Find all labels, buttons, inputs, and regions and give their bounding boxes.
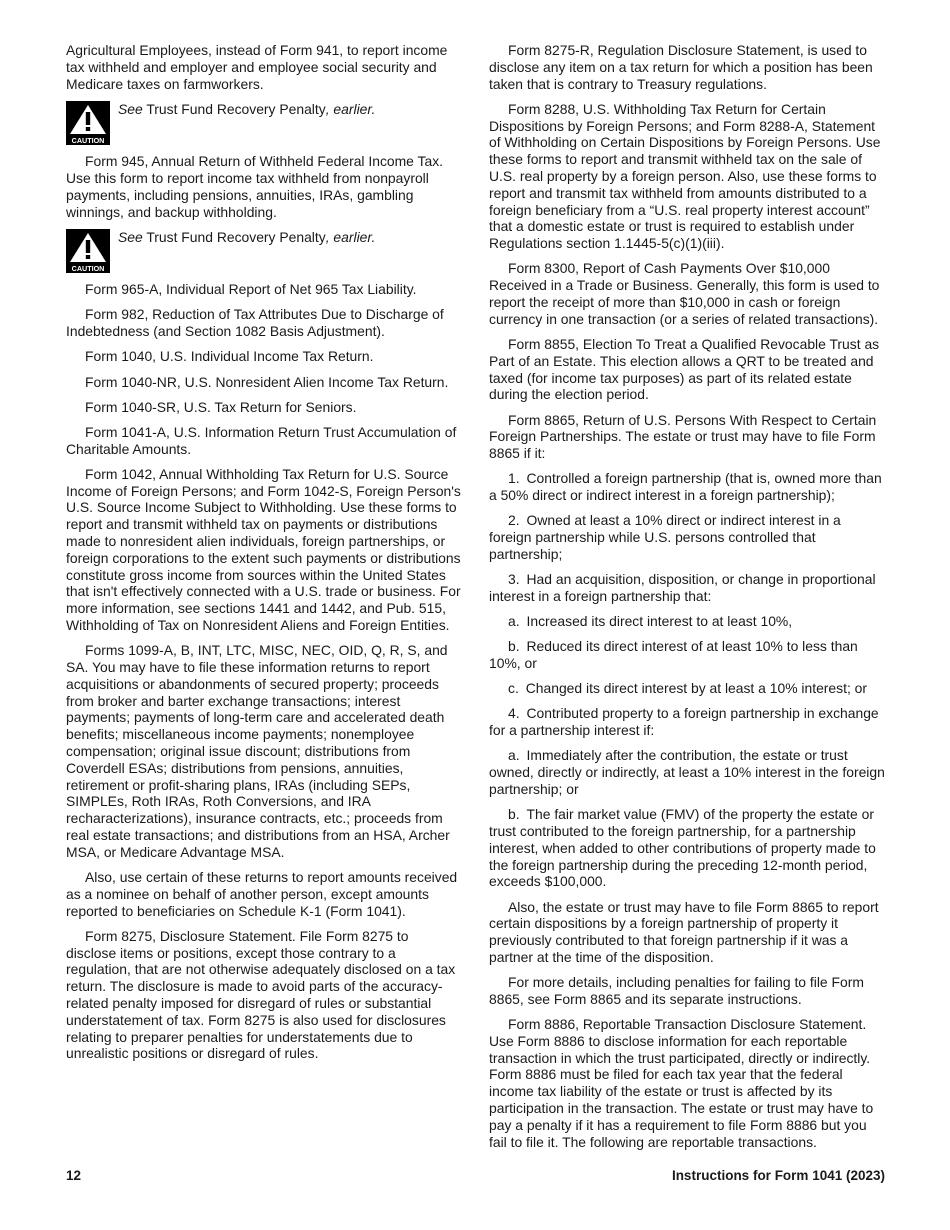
paragraph-form-945: Form 945, Annual Return of Withheld Federal Income Tax. Use this form to report income tax withheld from nonpayroll payments, including pensions, annuities, IRAs, gambling winnings, and backup withholding. <box>66 153 443 220</box>
list-item: a. Immediately after the contribution, the estate or trust owned, directly or indirectly, at least a 10% interest in the foreign partnership; or <box>489 747 885 797</box>
left-column <box>66 42 462 1071</box>
paragraph-form-8300: Form 8300, Report of Cash Payments Over $10,000 Received in a Trade or Business. Generally, this form is used to report the receipt of more than $10,000 in cash or foreign currency in one transaction (or a series of related transactions). <box>489 260 880 327</box>
list-item: 4. Contributed property to a foreign partnership in exchange for a partnership interest if: <box>489 705 879 739</box>
paragraph-forms-1099: Forms 1099-A, B, INT, LTC, MISC, NEC, OID, Q, R, S, and SA. You may have to file these information returns to report acquisitions or abandonments of secured property; proceeds from broker and barter exchange transactions; interest payments; payments of long-term care and accelerated death benefits; miscellaneous income payments; nonemployee compensation; original issue discount; distributions from Coverdell ESAs; distributions from pensions, annuities, retirement or profit-sharing plans, IRAs (including SEPs, SIMPLEs, Roth IRAs, Roth Conversions, and IRA recharacterizations), insurance contracts, etc.; proceeds from real estate transactions; and distributions from an HSA, Archer MSA, or Medicare Advantage MSA. <box>66 642 450 860</box>
paragraph-form-8275: Form 8275, Disclosure Statement. File Form 8275 to disclose items or positions, except those contrary to a regulation, that are not otherwise adequately disclosed on a tax return. The disclosure is made to avoid parts of the accuracy-related penalty imposed for disregard of rules or substantial understatement of tax. Form 8275 is also used for disclosures relating to preparer penalties for understatements due to unrealistic positions or disregard of rules. <box>66 927 456 1062</box>
paragraph-form-8886: Form 8886, Reportable Transaction Disclosure Statement. Use Form 8886 to disclose information for each reportable transaction in which the trust participated, directly or indirectly. Form 8886 must be filed for each tax year that the federal income tax liability of the estate or trust is affected by its participation in the transaction. The estate or trust may have to pay a penalty if it has a requirement to file Form 8886 but you fail to file it. The following are reportable transactions. <box>489 1016 874 1150</box>
paragraph-also-8865: Also, the estate or trust may have to file Form 8865 to report certain dispositions by a foreign partnership of property it previously contributed to that foreign partnership if it was a partner at the time of the disposition. <box>489 898 879 965</box>
caution-earlier: earlier. <box>329 100 376 117</box>
caution-text <box>118 229 375 246</box>
paragraph-form-8855: Form 8855, Election To Treat a Qualified Revocable Trust as Part of an Estate. This election allows a QRT to be treated and taxed (for income tax purposes) as part of its related estate during the election period. <box>489 335 880 403</box>
paragraph-form-1040nr: Form 1040-NR, U.S. Nonresident Alien Income Tax Return. <box>85 373 449 390</box>
caution-icon <box>66 101 110 145</box>
paragraph-agricultural: Agricultural Employees, instead of Form 941, to report income tax withheld and employer and employee social security and Medicare taxes on farmworkers. <box>66 42 448 92</box>
caution-comma: , <box>325 100 330 117</box>
list-item: a. Increased its direct interest to at least 10%, <box>508 613 793 630</box>
page-number: 12 <box>66 1168 82 1183</box>
paragraph-form-965a: Form 965-A, Individual Report of Net 965 Tax Liability. <box>85 281 417 298</box>
caution-text <box>118 101 375 118</box>
caution-earlier: earlier. <box>329 228 376 245</box>
paragraph-form-1040: Form 1040, U.S. Individual Income Tax Return. <box>85 348 374 365</box>
list-item: c. Changed its direct interest by at least a 10% interest; or <box>508 680 868 697</box>
caution-label: CAUTION <box>71 263 105 273</box>
footer-title: Instructions for Form 1041 (2023) <box>671 1168 885 1183</box>
caution-note <box>66 101 462 145</box>
paragraph-form-8275r: Form 8275-R, Regulation Disclosure Statement, is used to disclose any item on a tax return for which a position has been taken that is contrary to Treasury regulations. <box>489 42 873 92</box>
caution-label: CAUTION <box>71 135 105 145</box>
caution-icon <box>66 229 110 273</box>
paragraph-form-1041a: Form 1041-A, U.S. Information Return Trust Accumulation of Charitable Amounts. <box>66 423 457 457</box>
paragraph-form-8288: Form 8288, U.S. Withholding Tax Return for Certain Dispositions by Foreign Persons; and Form 8288-A, Statement of Withholding on Certain Dispositions by Foreign Persons. Use these forms to report and transmit withheld tax on the sale of U.S. real property by a foreign person. Also, use these forms to report and transmit tax withheld from amounts distributed to a foreign beneficiary from a “U.S. real property interest account” that a domestic estate or trust is required to establish under Regulations section 1.1445-5(c)(1)(iii). <box>489 100 881 252</box>
paragraph-more-details: For more details, including penalties for failing to file Form 8865, see Form 8865 and its separate instructions. <box>489 974 864 1007</box>
list-item: 1. Controlled a foreign partnership (that is, owned more than a 50% direct or indirect interest in a foreign partnership); <box>489 470 882 504</box>
paragraph-form-8865: Form 8865, Return of U.S. Persons With Respect to Certain Foreign Partnerships. The estate or trust may have to file Form 8865 if it: <box>489 411 877 462</box>
paragraph-nominee: Also, use certain of these returns to report amounts received as a nominee on behalf of another person, except amounts reported to beneficiaries on Schedule K-1 (Form 1041). <box>66 868 458 919</box>
caution-comma: , <box>325 228 330 245</box>
list-item: 3. Had an acquisition, disposition, or change in proportional interest in a foreign partnership that: <box>489 571 876 604</box>
caution-note <box>66 229 462 273</box>
paragraph-form-982: Form 982, Reduction of Tax Attributes Due to Discharge of Indebtedness (and Section 1082 Basis Adjustment). <box>66 306 444 340</box>
caution-see: See <box>118 100 143 117</box>
list-item: b. The fair market value (FMV) of the property the estate or trust contributed to the foreign partnership, for a partnership interest, when added to other contributions of property made to the foreign partnership during the preceding 12-month period, exceeds $100,000. <box>489 806 876 890</box>
caution-reference: Trust Fund Recovery Penalty <box>142 228 326 245</box>
paragraph-form-1040sr: Form 1040-SR, U.S. Tax Return for Seniors. <box>85 398 357 415</box>
caution-see: See <box>118 228 143 245</box>
paragraph-form-1042: Form 1042, Annual Withholding Tax Return for U.S. Source Income of Foreign Persons; and Form 1042-S, Foreign Person's U.S. Source Income Subject to Withholding. Use these forms to report and transmit withheld tax on payments or distributions made to nonresident alien individuals, foreign partnerships, or foreign corporations to the extent such payments or distributions constitute gross income from sources within the United States that isn't effectively connected with a U.S. trade or business. For more information, see sections 1441 and 1442, and Pub. 515, Withholding of Tax on Nonresident Aliens and Foreign Entities. <box>66 465 461 634</box>
caution-reference: Trust Fund Recovery Penalty <box>142 100 326 117</box>
list-item: 2. Owned at least a 10% direct or indirect interest in a foreign partnership while U.S. persons controlled that partnership; <box>489 512 841 562</box>
right-column <box>489 42 885 1159</box>
list-item: b. Reduced its direct interest of at least 10% to less than 10%, or <box>489 638 858 672</box>
